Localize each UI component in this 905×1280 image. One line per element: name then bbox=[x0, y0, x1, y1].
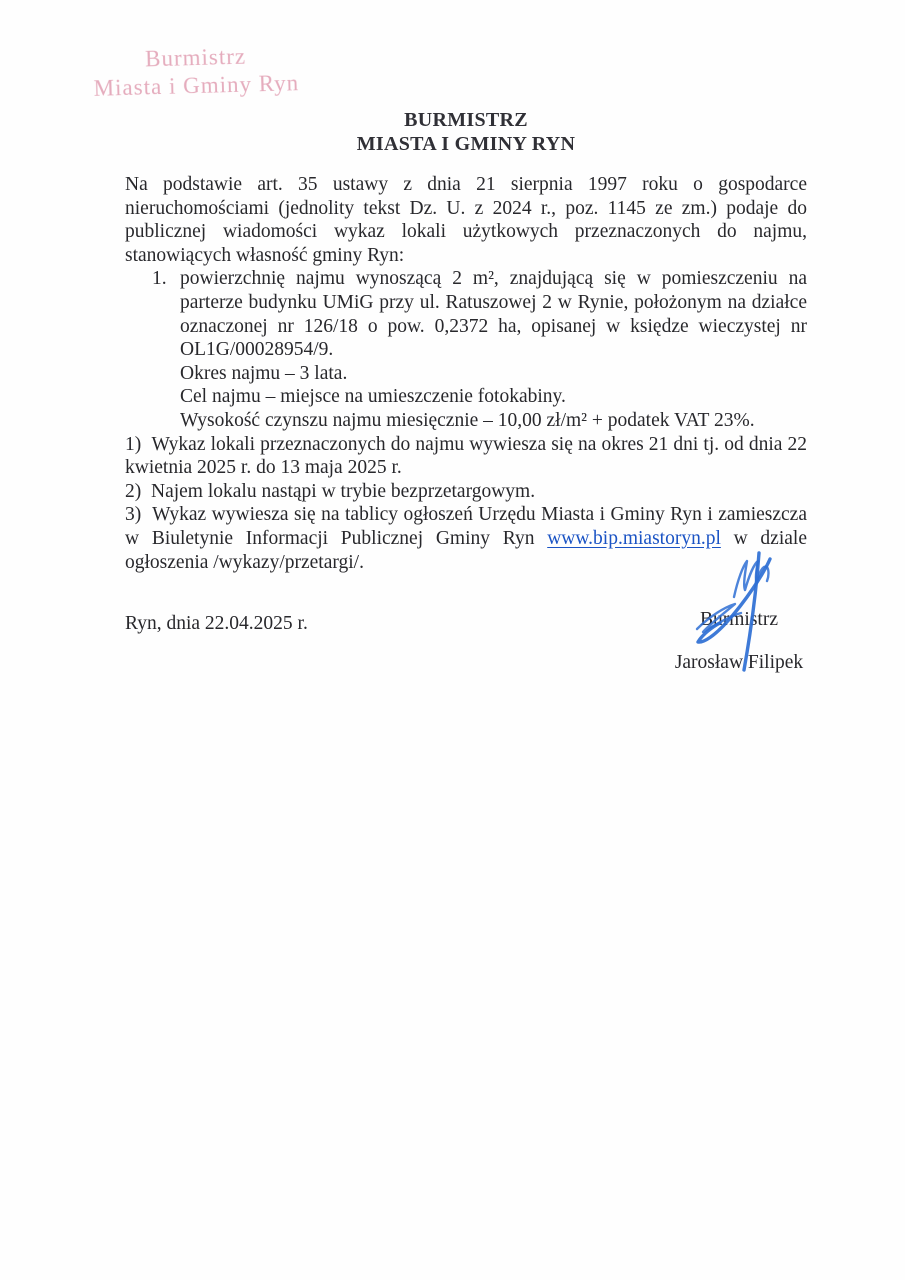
signature-block bbox=[669, 608, 809, 674]
signature-name: Jarosław Filipek bbox=[674, 651, 804, 673]
signature-title: Burmistrz bbox=[700, 609, 778, 631]
point-paragraph-2: 2) Najem lokalu nastąpi w trybie bezprzetargowym. bbox=[125, 480, 536, 502]
document-content bbox=[125, 108, 807, 732]
point-3-text-after-link: w dziale ogłoszenia /wykazy/przetargi/. bbox=[125, 527, 807, 573]
point-3-text-before-link: 3) Wykaz wywiesza się na tablicy ogłoszeń Urzędu Miasta i Gminy Ryn i zamieszcza w Biuletynie Informacji Publicznej Gminy Ryn bbox=[125, 504, 807, 549]
place-and-date: Ryn, dnia 22.04.2025 r. bbox=[125, 613, 308, 635]
point-paragraph-3 bbox=[125, 503, 807, 574]
ink-stamp-line2: Miasta i Gminy Ryn bbox=[93, 70, 300, 101]
list-item-1-number: 1. bbox=[152, 268, 167, 290]
document-title-line2: MIASTA I GMINY RYN bbox=[356, 133, 576, 155]
footer-row bbox=[125, 609, 807, 732]
ink-stamp bbox=[87, 41, 304, 103]
intro-paragraph: Na podstawie art. 35 ustawy z dnia 21 sierpnia 1997 roku o gospodarce nieruchomościami (jednolity tekst Dz. U. z 2024 r., poz. 1145 ze zm.) podaje do publicznej wiadomości wykaz lokali użytkowych przeznaczonych do najmu, stanowiących własność gminy Ryn: bbox=[125, 174, 807, 266]
bip-website-link[interactable]: www.bip.miastoryn.pl bbox=[547, 527, 721, 549]
document-title-line1: BURMISTRZ bbox=[404, 109, 528, 131]
detail-line-lease-purpose: Cel najmu – miejsce na umieszczenie fotokabiny. bbox=[180, 386, 566, 408]
ink-stamp-line1: Burmistrz bbox=[144, 43, 247, 72]
detail-line-rent-amount: Wysokość czynszu najmu miesięcznie – 10,00 zł/m² + podatek VAT 23%. bbox=[180, 409, 755, 431]
list-item-1-text: powierzchnię najmu wynoszącą 2 m², znajdującą się w pomieszczeniu na parterze budynku UMiG przy ul. Ratuszowej 2 w Rynie, położonym na działce oznaczonej nr 126/18 o pow. 0,2372 ha, opisanej w księdze wieczystej nr OL1G/00028954/9. bbox=[180, 268, 807, 361]
detail-line-lease-period: Okres najmu – 3 lata. bbox=[180, 362, 348, 384]
point-paragraph-1: 1) Wykaz lokali przeznaczonych do najmu wywiesza się na okres 21 dni tj. od dnia 22 kwietnia 2025 r. do 13 maja 2025 r. bbox=[125, 433, 807, 479]
document-title bbox=[125, 108, 807, 156]
list-item-1 bbox=[125, 267, 807, 361]
